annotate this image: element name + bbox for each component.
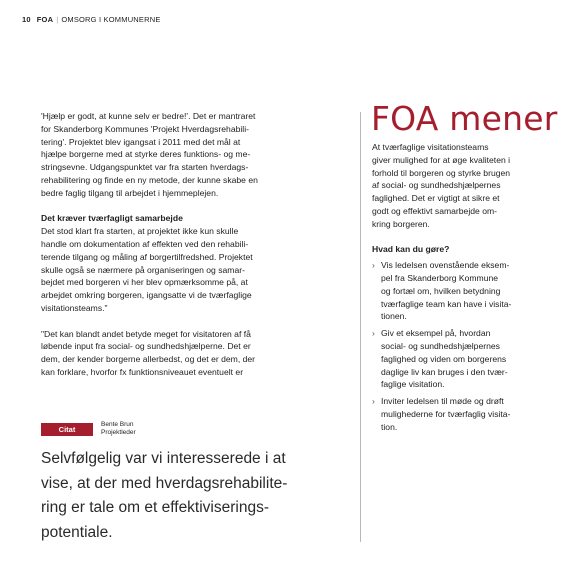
list-item-text: Inviter ledelsen til møde og drøft mulighederne for tværfaglig visita- tion.	[381, 396, 511, 432]
column-divider	[360, 112, 361, 542]
author-name: Bente Brun	[101, 421, 134, 428]
section-title: OMSORG I KOMMUNERNE	[61, 15, 161, 24]
article-paragraph-3: "Det kan blandt andet betyde meget for visitatoren af få løbende input fra social- og sundhedshjælperne. Det er dem, der kender borgerne allerbedst, og det er dem, der kan forklare, hvorfor fx funktionsniveauet eventuelt er	[41, 328, 256, 377]
list-item-text: Vis ledelsen ovenstående eksem- pel fra Skanderborg Kommune og fortæl om, hvilken betydning tværfaglige team kan have i visita- tionen.	[381, 260, 512, 322]
list-item	[372, 259, 542, 323]
article-paragraph-1: 'Hjælp er godt, at kunne selv er bedre!'. Det er mantraret for Skanderborg Kommunes 'Projekt Hverdagsrehabili- tering'. Projektet blev igangsat i 2011 med det mål at hjælpe borgerne med at styrke deres funktions- og me- stringsevne. Udgangspunktet var fra starten hverdags- rehabilitering og finde en ny metode, der kunne skabe en bedre faglig tilgang til arbejdet i hjemmeplejen.	[41, 111, 258, 198]
header-separator: |	[56, 15, 59, 24]
action-list	[372, 259, 542, 433]
mener-question: Hvad kan du gøre?	[372, 244, 450, 255]
article-subheading: Det kræver tværfagligt samarbejde	[41, 213, 183, 224]
brand-name: FOA	[36, 15, 54, 24]
bullet-icon: ›	[372, 260, 375, 271]
mener-intro: At tværfaglige visitationsteams giver mulighed for at øge kvaliteten i forhold til borgeren og styrke brugen af social- og sundhedshjælpernes faglighed. Det er vigtigt at sikre et godt og effektivt samarbejde om- kring borgeren.	[372, 142, 511, 229]
pull-quote: Selvfølgelig var vi interesserede i at vise, at der med hverdagsrehabilite- ring er tale om et effektiviserings- potentiale.	[41, 450, 288, 541]
list-item	[372, 327, 542, 391]
article-paragraph-2: Det stod klart fra starten, at projektet ikke kun skulle handle om dokumentation af effekten ved den rehabili- terende tilgang og måling af borgertilfredshed. Projektet skulle også se nærmere på organiseringen og samar- bejdet med borgeren vi her blev opmærksomme på, at arbejdet omkring borgeren, igangsatte vi de tværfaglige visitationsteams."	[41, 226, 253, 313]
citat-author	[101, 421, 136, 437]
article-body	[41, 110, 341, 392]
bullet-icon: ›	[372, 328, 375, 339]
foa-mener-box	[372, 141, 542, 438]
page-header	[22, 15, 161, 24]
page-number: 10	[22, 15, 31, 24]
author-title: Projektleder	[101, 429, 136, 436]
bullet-icon: ›	[372, 396, 375, 407]
citat-label: Citat	[41, 423, 93, 436]
list-item	[372, 395, 542, 433]
list-item-text: Giv et eksempel på, hvordan social- og sundhedshjælpernes faglighed og viden om borgerens daglige liv kan bruges i den tvær- faglige visitation.	[381, 328, 508, 390]
foa-mener-title: FOA mener	[371, 99, 558, 138]
